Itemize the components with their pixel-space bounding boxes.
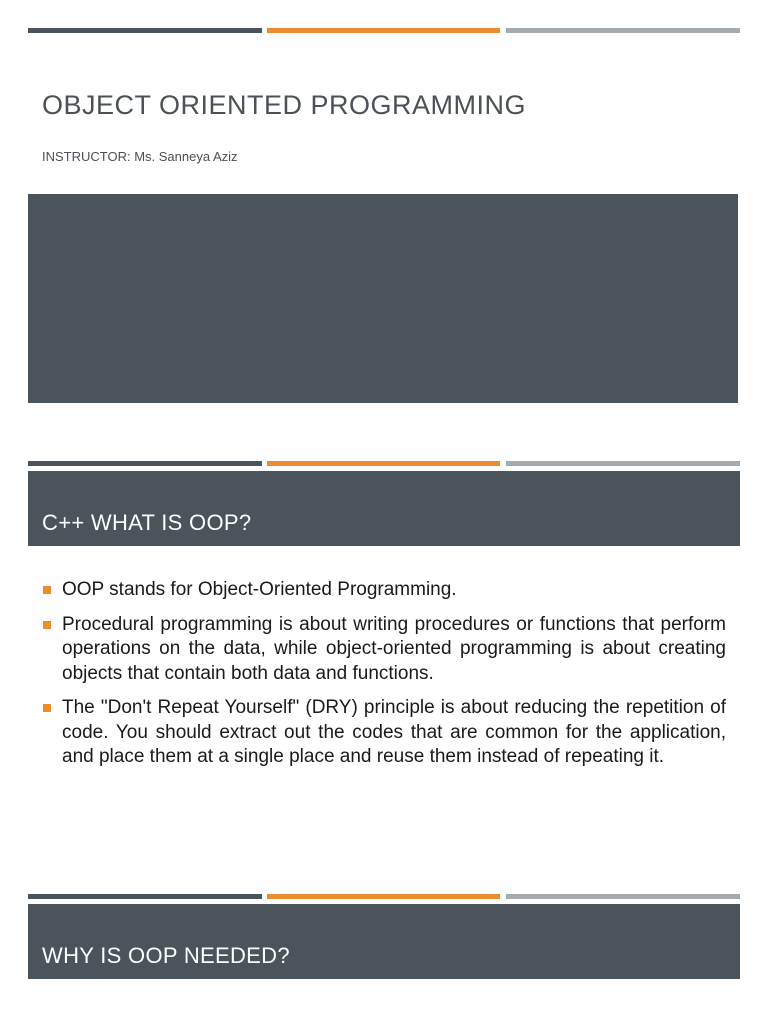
square-bullet-icon <box>43 704 51 712</box>
stripe-gray <box>506 894 740 899</box>
stripe-dark <box>28 28 262 33</box>
slide1-title: OBJECT ORIENTED PROGRAMMING <box>42 90 527 120</box>
slide1-dark-panel <box>28 194 738 403</box>
slide3-top-stripes <box>28 894 740 899</box>
slide1-top-stripes <box>28 28 740 33</box>
bullet-text: OOP stands for Object-Oriented Programming. <box>62 579 457 600</box>
slide1-subtitle: INSTRUCTOR: Ms. Sanneya Aziz <box>42 149 238 164</box>
slide2-bullet-list <box>42 578 726 780</box>
slide3-title-band <box>28 904 740 979</box>
stripe-orange <box>267 461 500 466</box>
square-bullet-icon <box>43 621 51 629</box>
stripe-orange <box>267 28 500 33</box>
bullet-text: The "Don't Repeat Yourself" (DRY) principle is about reducing the repetition of code. You should extract out the codes that are common for the application, and place them at a single place and reuse them instead of repeating it. <box>62 697 726 767</box>
slide2-title: C++ WHAT IS OOP? <box>42 510 252 535</box>
bullet-item <box>42 578 726 603</box>
slide3-title: WHY IS OOP NEEDED? <box>42 943 290 968</box>
slide2-title-band <box>28 471 740 546</box>
slide2-top-stripes <box>28 461 740 466</box>
stripe-dark <box>28 461 262 466</box>
square-bullet-icon <box>43 586 51 594</box>
stripe-dark <box>28 894 262 899</box>
bullet-item <box>42 613 726 687</box>
stripe-orange <box>267 894 500 899</box>
bullet-item <box>42 696 726 770</box>
stripe-gray <box>506 461 740 466</box>
stripe-gray <box>506 28 740 33</box>
bullet-text: Procedural programming is about writing procedures or functions that perform operations on the data, while object-oriented programming is about creating objects that contain both data and functions. <box>62 613 726 684</box>
